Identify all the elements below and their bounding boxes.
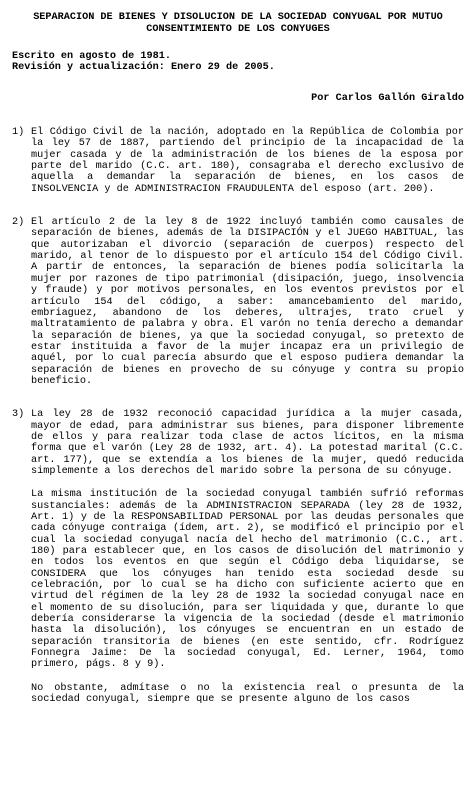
item-number: 3) <box>12 409 25 421</box>
numbered-item-2 <box>12 217 464 387</box>
item-body <box>31 409 464 705</box>
paragraph: El Código Civil de la nación, adoptado en la República de Colombia por la ley 57 de 1887, partiendo del principio de la incapacidad de la mujer casada y de la administración de los bienes de la esposa por parte del marido (C.C. art. 180), consagraba el derecho exclusivo de aquella a demandar la separación de bienes, en los casos de INSOLVENCIA y de ADMINISTRACION FRAUDULENTA del esposo (art. 200). <box>31 127 464 195</box>
paragraph: El artículo 2 de la ley 8 de 1922 incluyó también como causales de separación de bienes, además de la DISIPACIÓN y el JUEGO HABITUAL, las que autorizaban el divorcio (separación de cuerpos) respecto del marido, al tenor de lo dispuesto por el artículo 154 del Código Civil. A partir de entonces, la separación de bienes podía solicitarla la mujer por razones de tipo patrimonial (disipación, juego, insolvencia y fraude) y por motivos personales, en los eventos previstos por el artículo 154 del código, a saber: amancebamiento del marido, embriaguez, abandono de los deberes, ultrajes, trato cruel y maltratamiento de palabra y obra. El varón no tenía derecho a demandar la separación de bienes, ya que la sociedad conyugal, so pretexto de estar instituida a favor de la mujer incapaz era un privilegio de aquél, por lo cual parecía absurdo que el esposo pudiera demandar la separación de bienes en provecho de su cónyuge y contra su propio beneficio. <box>31 217 464 387</box>
numbered-item-1 <box>12 127 464 195</box>
document-title: SEPARACION DE BIENES Y DISOLUCION DE LA SOCIEDAD CONYUGAL POR MUTUO CONSENTIMIENTO DE LOS CONYUGES <box>33 12 443 35</box>
revision-date: Revisión y actualización: Enero 29 de 2005. <box>12 62 275 74</box>
item-body <box>31 127 464 195</box>
item-number: 1) <box>12 127 25 139</box>
numbered-item-3 <box>12 409 464 705</box>
paragraph: La ley 28 de 1932 reconoció capacidad jurídica a la mujer casada, mayor de edad, para administrar sus bienes, para disponer libremente de ellos y para realizar toda clase de actos lícitos, en la misma forma que el varón (Ley 28 de 1932, art. 4). La potestad marital (C.C. art. 177), que se extendía a los bienes de la mujer, quedó reducida simplemente a los derechos del marido sobre la persona de su cónyuge. <box>31 409 464 477</box>
paragraph: La misma institución de la sociedad conyugal también sufrió reformas sustanciales: además de la ADMINISTRACION SEPARADA (ley 28 de 1932, Art. 1) y de la RESPONSABILIDAD PERSONAL por las deudas personales que cada cónyuge contraiga (ídem, art. 2), se modificó el principio por el cual la sociedad conyugal nacía del hecho del matrimonio (C.C., art. 180) para establecer que, en los casos de disolución del matrimonio y en todos los eventos en que según el Código deba liquidarse, se CONSIDERA que los cónyuges han tenido esta sociedad desde su celebración, por lo cual se ha dicho con suficiente acierto que en virtud del régimen de la ley 28 de 1932 la sociedad conyugal nace en el momento de su disolución, para ser liquidada y que, durante lo que debería considerarse la vigencia de la sociedad (desde el matrimonio hasta la disolución), los cónyuges se encuentran en un estado de separación transitoria de bienes (en este sentido, cfr. Rodríguez Fonnegra Jaime: De la sociedad conyugal, Ed. Lerner, 1964, tomo primero, págs. 8 y 9). <box>31 489 464 671</box>
item-number: 2) <box>12 217 25 229</box>
written-date: Escrito en agosto de 1981. <box>12 51 171 62</box>
item-body <box>31 217 464 387</box>
paragraph: No obstante, admítase o no la existencia real o presunta de la sociedad conyugal, siempre que se presente alguno de los casos <box>31 682 464 706</box>
author-line: Por Carlos Gallón Giraldo <box>311 92 464 104</box>
